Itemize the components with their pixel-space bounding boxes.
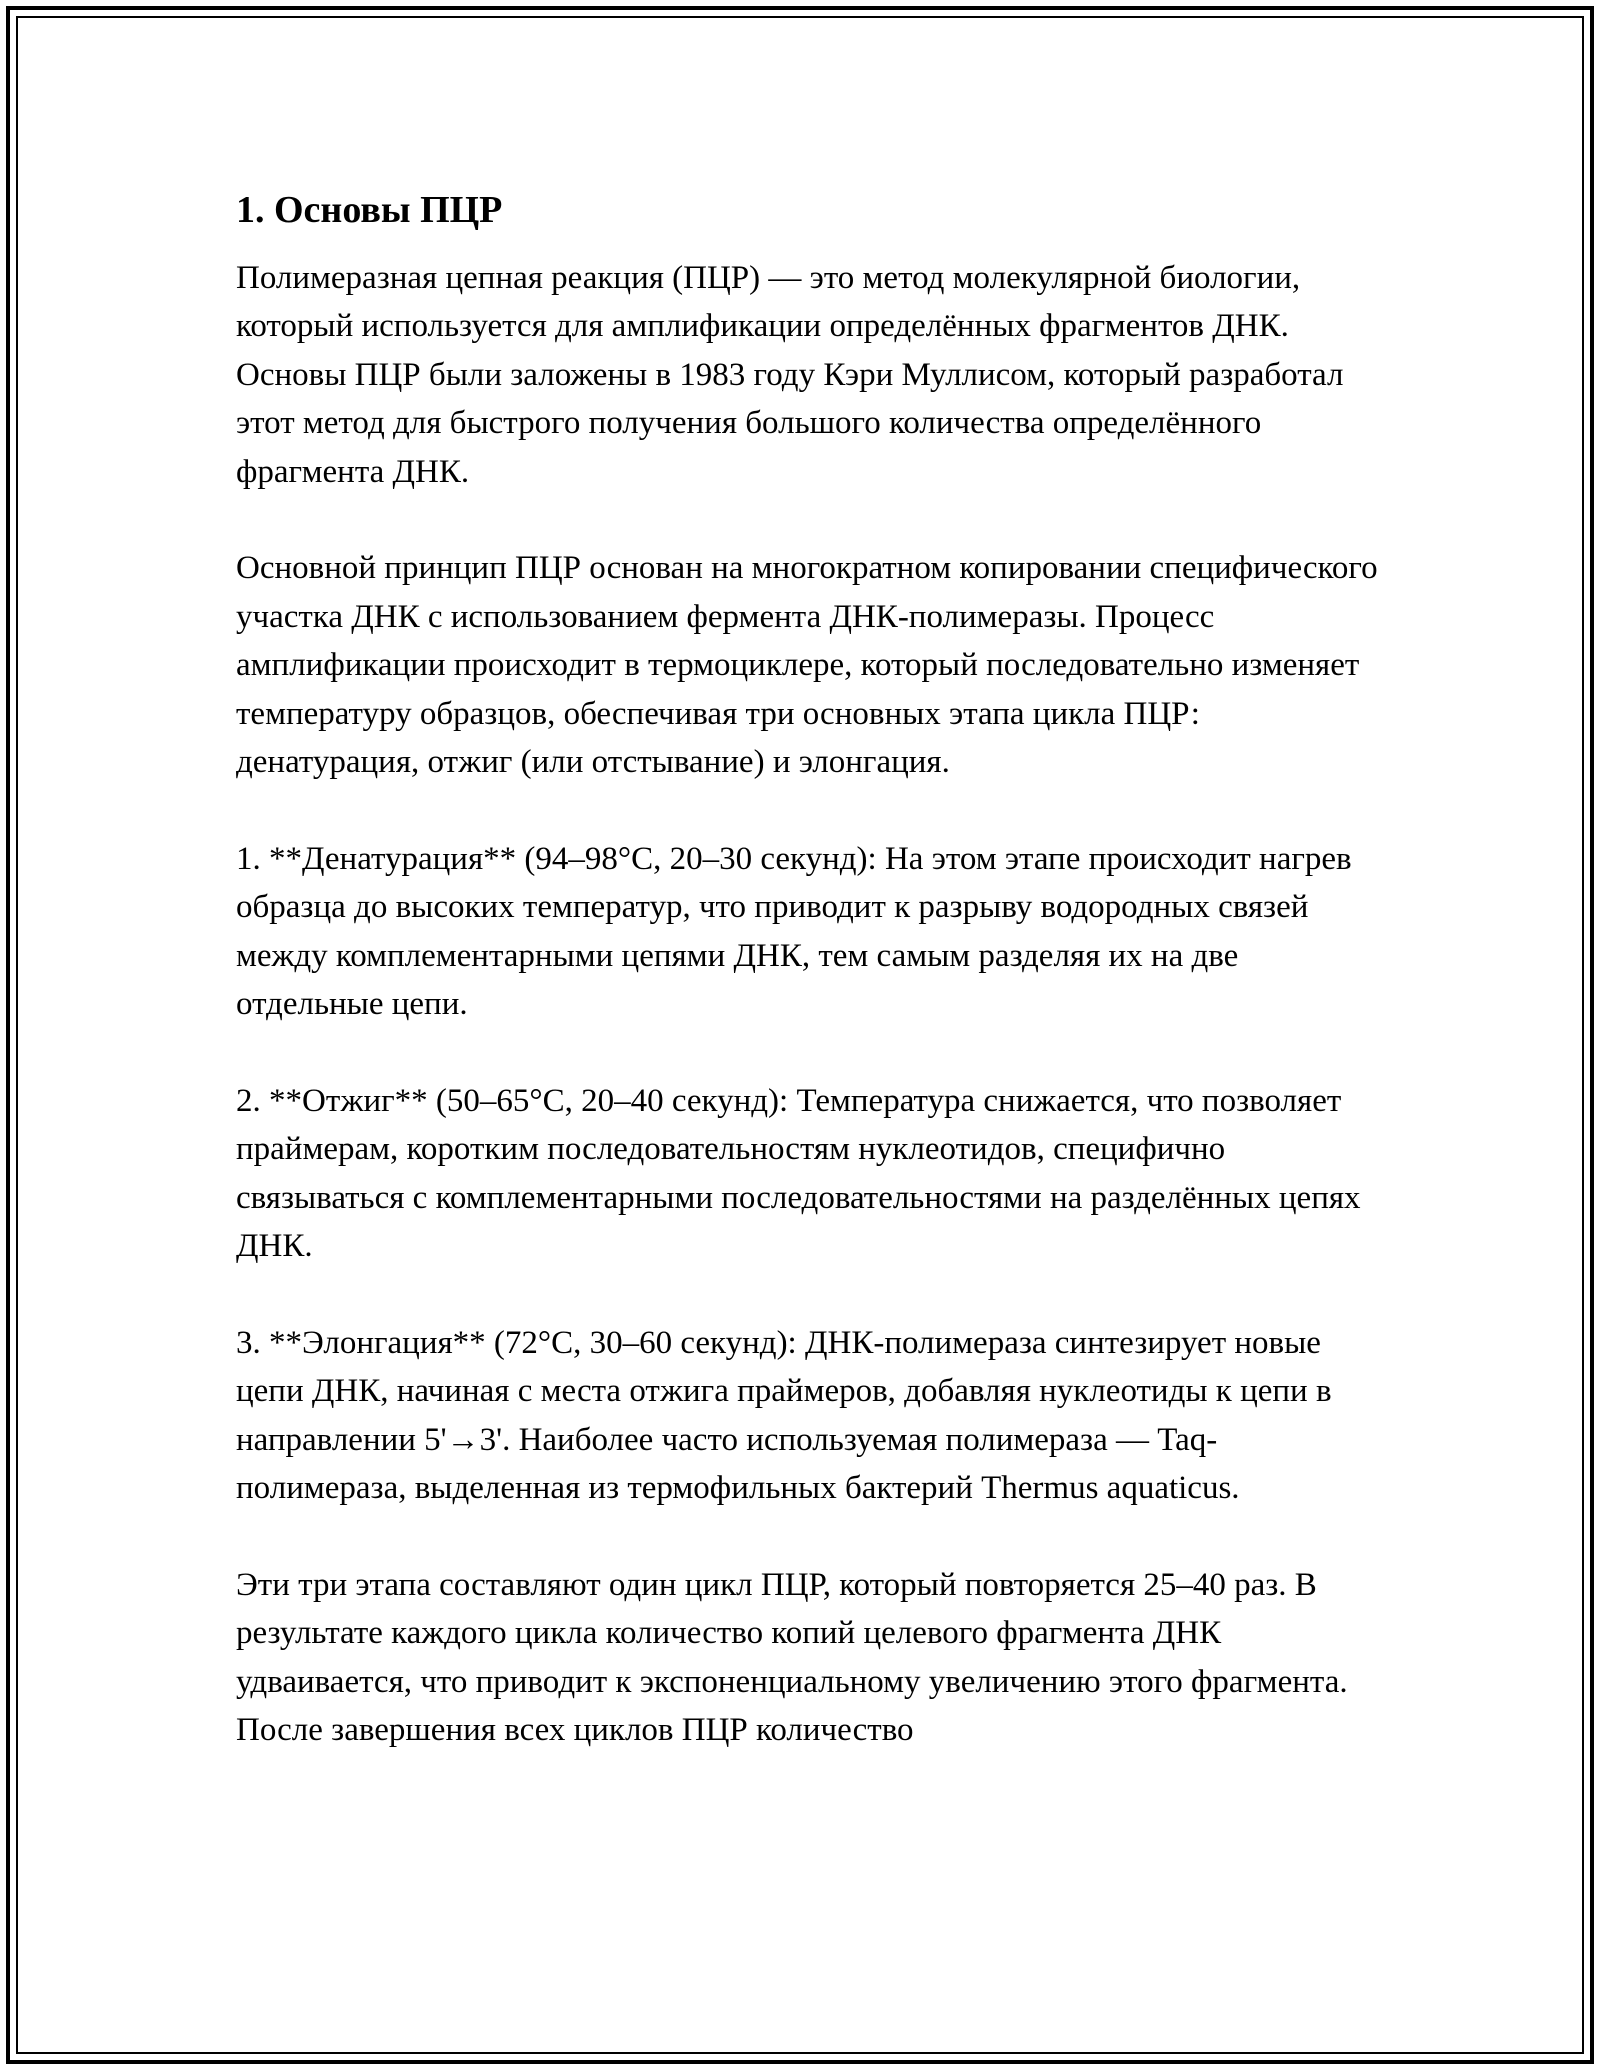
paragraph-cycle-summary: Эти три этапа составляют один цикл ПЦР, который повторяется 25–40 раз. В результате каждого цикла количество копий целевого фрагмента ДНК удваивается, что приводит к экспоненциальному увеличению этого фрагмента. После завершения всех циклов ПЦР количество bbox=[236, 1566, 1348, 1749]
section-heading: 1. Основы ПЦР bbox=[236, 189, 503, 231]
document-body bbox=[236, 186, 1386, 1755]
paragraph-step-elongation: 3. **Элонгация** (72°C, 30–60 секунд): ДНК-полимераза синтезирует новые цепи ДНК, начиная с места отжига праймеров, добавляя нуклеотиды к цепи в направлении 5'→3'. Наиболее часто используемая полимераза — Taq-полимераза, выделенная из термофильных бактерий Thermus aquaticus. bbox=[236, 1324, 1332, 1507]
paragraph-principle: Основной принцип ПЦР основан на многократном копировании специфического участка ДНК с использованием фермента ДНК-полимеразы. Процесс амплификации происходит в термоциклере, который последовательно изменяет температуру образцов, обеспечивая три основных этапа цикла ПЦР: денатурация, отжиг (или отстывание) и элонгация. bbox=[236, 550, 1378, 781]
paragraph-intro: Полимеразная цепная реакция (ПЦР) — это метод молекулярной биологии, который используется для амплификации определённых фрагментов ДНК. Основы ПЦР были заложены в 1983 году Кэри Муллисом, который разработал этот метод для быстрого получения большого количества определённого фрагмента ДНК. bbox=[236, 260, 1344, 490]
paragraph-step-denaturation: 1. **Денатурация** (94–98°C, 20–30 секунд): На этом этапе происходит нагрев образца до высоких температур, что приводит к разрыву водородных связей между комплементарными цепями ДНК, тем самым разделяя их на две отдельные цепи. bbox=[236, 840, 1352, 1023]
paragraph-step-annealing: 2. **Отжиг** (50–65°C, 20–40 секунд): Температура снижается, что позволяет праймерам, коротким последовательностям нуклеотидов, специфично связываться с комплементарными последовательностями на разделённых цепях ДНК. bbox=[236, 1082, 1361, 1265]
